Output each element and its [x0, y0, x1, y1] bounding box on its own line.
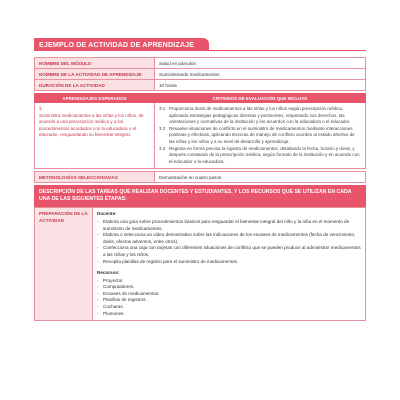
info-row-module: [35, 58, 366, 69]
activity-page: [34, 38, 366, 400]
bullet-arrow-icon: ›: [97, 258, 99, 264]
criterion-text: Registra en forma precisa la ingesta de medicamentos, detallando la fecha, horario y dosis, y después constando de la prescripción médica, según formato de la institución y en acuerdo con el educador o la educadora.: [169, 145, 360, 164]
bullet-arrow-icon: ›: [97, 277, 99, 283]
docente-item: [97, 219, 361, 232]
recurso-item: [97, 297, 361, 304]
criterion-text: Resuelve situaciones de conflicto en el suministro de medicamentos mediante interacciones positivas y efectivas, aplicando técnicas de manejo de conflicto acordes al estado afectivo de las niñas y los niños y a su nivel de desarrollo y aprendizaje.: [169, 125, 355, 144]
evaluation-criteria-header: CRITERIOS DE EVALUACIÓN QUE INCLUYE: [155, 94, 366, 103]
bullet-arrow-icon: ›: [97, 310, 99, 316]
criterion-item: [159, 146, 361, 166]
bullet-arrow-icon: ›: [97, 218, 99, 224]
activity-name-label: NOMBRE DE LA ACTIVIDAD DE APRENDIZAJE: [35, 69, 155, 80]
duration-label: DURACIÓN DE LA ACTIVIDAD: [35, 80, 155, 91]
docente-item: [97, 259, 361, 266]
module-info-table: [34, 57, 366, 91]
recurso-item: [97, 284, 361, 291]
task-description-heading: DESCRIPCIÓN DE LAS TAREAS QUE REALIZAN DOCENTES Y ESTUDIANTES, Y LOS RECURSOS QUE SE UTILIZAN EN CADA UNA DE LAS SIGUIENTES ETAPAS:: [34, 185, 366, 207]
expected-learning-cell: [35, 103, 155, 169]
methodology-value: Demostración en cuatro pasos: [155, 172, 366, 183]
recurso-item-text: Planillas de registros.: [103, 297, 147, 303]
preparation-label: PREPARACIÓN DE LA ACTIVIDAD: [35, 208, 93, 321]
expected-learning-number: 3.: [39, 106, 43, 111]
criterion-item: [159, 126, 361, 146]
recursos-heading: Recursos:: [97, 270, 120, 276]
module-name-label: NOMBRE DEL MÓDULO: [35, 58, 155, 69]
recurso-item-text: Envases de medicamentos.: [103, 290, 160, 296]
evaluation-criteria-cell: [155, 103, 366, 169]
docente-item: [97, 245, 361, 258]
bullet-arrow-icon: ›: [97, 290, 99, 296]
criterion-number: 3.2: [159, 125, 166, 131]
preparation-content: [93, 208, 366, 321]
criterion-text: Proporciona dosis de medicamentos a las niñas y los niños según prescripción médica, aplicando estrategias pedagógicas diversas y pertinentes, respetando sus derechos, las orientaciones y normativas de la institución y los acuerdos con la educadora o el educador.: [169, 106, 351, 125]
recurso-item-text: Plumones.: [103, 310, 125, 316]
header-rule: [34, 50, 366, 51]
docente-item-text: Elabora o selecciona un video demostrativo sobre las indicaciones de los envases de medicamentos (fecha de vencimiento, dosis, efectos adversos, entre otros).: [103, 232, 356, 244]
duration-value: 10 horas: [155, 80, 366, 91]
expected-learning-text: Suministra medicamentos a las niñas y los niños, de acuerdo a una prescripción médica y a los procedimientos acordados con la educadora o el educador, resguardando su bienestar integral.: [39, 112, 144, 138]
preparation-table: [34, 207, 366, 321]
criterion-item: [159, 106, 361, 126]
page-title: EJEMPLO DE ACTIVIDAD DE APRENDIZAJE: [34, 38, 209, 51]
recurso-item-text: Computadores.: [103, 284, 135, 290]
methodology-table: [34, 171, 366, 183]
expected-learning-header: APRENDIZAJES ESPERADOS: [35, 94, 155, 103]
recurso-item: [97, 311, 361, 318]
docente-item-text: Confecciona una caja con tarjetas con diferentes situaciones de conflicto que se pueden producir al administrar medicamentos a las niñas y los niños.: [103, 245, 361, 257]
bullet-arrow-icon: ›: [97, 245, 99, 251]
criterion-number: 3.1: [159, 106, 166, 111]
methodology-label: METODOLOGÍAS SELECCIONADAS: [35, 172, 155, 183]
module-name-value: Salud en párvulos: [155, 58, 366, 69]
recurso-item: [97, 278, 361, 285]
bullet-arrow-icon: ›: [97, 304, 99, 310]
header-bar: [34, 38, 366, 51]
activity-name-value: Suministrando medicamentos: [155, 69, 366, 80]
bullet-arrow-icon: ›: [97, 232, 99, 238]
docente-item-text: Recopila planillas de registro para el suministro de medicamentos.: [103, 258, 239, 264]
bullet-arrow-icon: ›: [97, 284, 99, 290]
criterion-number: 3.3: [159, 145, 166, 151]
recurso-item-text: Proyector.: [103, 277, 124, 283]
docente-heading: Docente:: [97, 211, 117, 217]
recurso-item: [97, 304, 361, 311]
info-row-duration: [35, 80, 366, 91]
docente-item-text: Elabora una guía sobre procedimientos básicos para resguardar el bienestar integral del niño y la niña en el momento de suministro de medicamentos.: [103, 218, 350, 231]
recurso-item: [97, 291, 361, 298]
info-row-activity: [35, 69, 366, 80]
bullet-arrow-icon: ›: [97, 297, 99, 303]
learning-table: [34, 93, 366, 169]
recurso-item-text: Cucharas.: [103, 304, 124, 310]
docente-item: [97, 232, 361, 245]
